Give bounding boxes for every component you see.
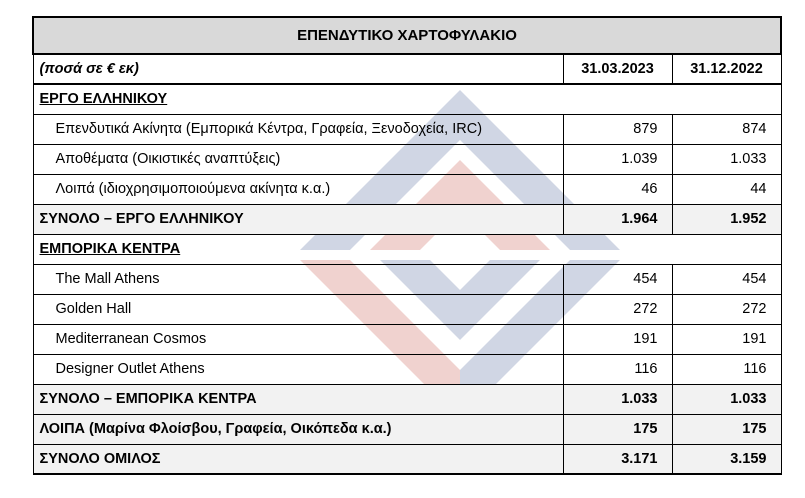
total-row-ergo: [33, 204, 781, 234]
total-row-malls: [33, 384, 781, 414]
total-value-2023: 1.033: [563, 384, 672, 414]
table-row: [33, 294, 781, 324]
row-value-2022: 874: [672, 114, 781, 144]
section-header-ergo: [33, 84, 781, 114]
other-label: ΛΟΙΠΑ (Μαρίνα Φλοίσβου, Γραφεία, Οικόπεδα κ.α.): [33, 414, 563, 444]
table-row: [33, 114, 781, 144]
row-value-2022: 191: [672, 324, 781, 354]
column-header-2023: 31.03.2023: [563, 54, 672, 84]
row-value-2023: 116: [563, 354, 672, 384]
total-label: ΣΥΝΟΛΟ – ΕΡΓΟ ΕΛΛΗΝΙΚΟΥ: [33, 204, 563, 234]
grand-total-label: ΣΥΝΟΛΟ ΟΜΙΛΟΣ: [33, 444, 563, 474]
row-value-2023: 454: [563, 264, 672, 294]
row-value-2022: 116: [672, 354, 781, 384]
table-row: [33, 144, 781, 174]
row-label: The Mall Athens: [33, 264, 563, 294]
row-label: Designer Outlet Athens: [33, 354, 563, 384]
table-header-row: [33, 54, 781, 84]
other-value-2023: 175: [563, 414, 672, 444]
total-value-2022: 1.033: [672, 384, 781, 414]
total-value-2022: 1.952: [672, 204, 781, 234]
row-value-2023: 191: [563, 324, 672, 354]
table-row: [33, 174, 781, 204]
row-value-2023: 46: [563, 174, 672, 204]
units-label: (ποσά σε € εκ): [33, 54, 563, 84]
grand-total-row: [33, 444, 781, 474]
table-row: [33, 324, 781, 354]
total-value-2023: 1.964: [563, 204, 672, 234]
row-value-2023: 879: [563, 114, 672, 144]
table-row: [33, 264, 781, 294]
other-value-2022: 175: [672, 414, 781, 444]
other-row: [33, 414, 781, 444]
row-label: Επενδυτικά Ακίνητα (Εμπορικά Κέντρα, Γραφεία, Ξενοδοχεία, IRC): [33, 114, 563, 144]
row-value-2023: 272: [563, 294, 672, 324]
row-label: Αποθέματα (Οικιστικές αναπτύξεις): [33, 144, 563, 174]
grand-total-value-2023: 3.171: [563, 444, 672, 474]
section-label: ΕΡΓΟ ΕΛΛΗΝΙΚΟΥ: [33, 84, 563, 114]
section-header-malls: [33, 234, 781, 264]
row-value-2022: 272: [672, 294, 781, 324]
row-label: Golden Hall: [33, 294, 563, 324]
grand-total-value-2022: 3.159: [672, 444, 781, 474]
table-row: [33, 354, 781, 384]
row-value-2022: 44: [672, 174, 781, 204]
row-label: Λοιπά (ιδιοχρησιμοποιούμενα ακίνητα κ.α.): [33, 174, 563, 204]
total-label: ΣΥΝΟΛΟ – ΕΜΠΟΡΙΚΑ ΚΕΝΤΡΑ: [33, 384, 563, 414]
row-label: Mediterranean Cosmos: [33, 324, 563, 354]
row-value-2023: 1.039: [563, 144, 672, 174]
table-title: ΕΠΕΝΔΥΤΙΚΟ ΧΑΡΤΟΦΥΛΑΚΙΟ: [33, 17, 781, 54]
row-value-2022: 454: [672, 264, 781, 294]
row-value-2022: 1.033: [672, 144, 781, 174]
section-label: ΕΜΠΟΡΙΚΑ ΚΕΝΤΡΑ: [33, 234, 563, 264]
investment-portfolio-table: [32, 16, 782, 475]
column-header-2022: 31.12.2022: [672, 54, 781, 84]
table-title-row: [33, 17, 781, 54]
